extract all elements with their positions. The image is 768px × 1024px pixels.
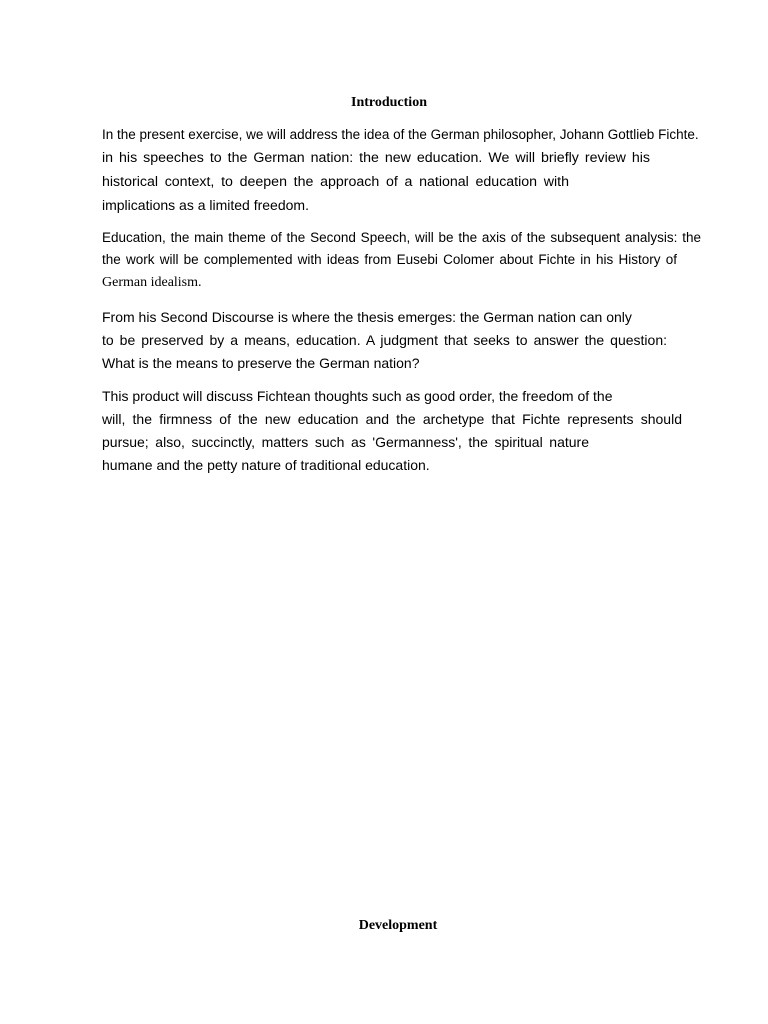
paragraph-1 xyxy=(102,126,702,215)
paragraph-line: What is the means to preserve the German nation? xyxy=(102,355,420,371)
paragraph-line: humane and the petty nature of traditional education. xyxy=(102,457,430,473)
paragraph-line: This product will discuss Fichtean thoughts such as good order, the freedom of the xyxy=(102,388,613,404)
paragraph-line: Education, the main theme of the Second Speech, will be the axis of the subsequent analysis: the xyxy=(102,230,701,245)
paragraph-line: will, the firmness of the new education and the archetype that Fichte represents should xyxy=(102,411,682,427)
paragraph-2 xyxy=(102,229,702,294)
paragraph-line: the work will be complemented with ideas from Eusebi Colomer about Fichte in his History of xyxy=(102,252,677,267)
paragraph-line: implications as a limited freedom. xyxy=(102,197,309,213)
paragraph-line: in his speeches to the German nation: the new education. We will briefly review his xyxy=(102,150,650,166)
paragraph-3 xyxy=(102,307,702,373)
paragraph-line: From his Second Discourse is where the thesis emerges: the German nation can only xyxy=(102,309,632,325)
paragraph-line: In the present exercise, we will address the idea of the German philosopher, Johann Gottlieb Fichte. xyxy=(102,127,699,142)
paragraph-line: German idealism. xyxy=(102,275,202,290)
introduction-heading: Introduction xyxy=(351,95,427,110)
paragraph-line: pursue; also, succinctly, matters such as 'Germanness', the spiritual nature xyxy=(102,434,589,450)
paragraph-line: to be preserved by a means, education. A judgment that seeks to answer the question: xyxy=(102,332,667,348)
paragraph-line: historical context, to deepen the approach of a national education with xyxy=(102,174,569,190)
paragraph-4 xyxy=(102,386,702,475)
development-heading: Development xyxy=(358,918,438,933)
